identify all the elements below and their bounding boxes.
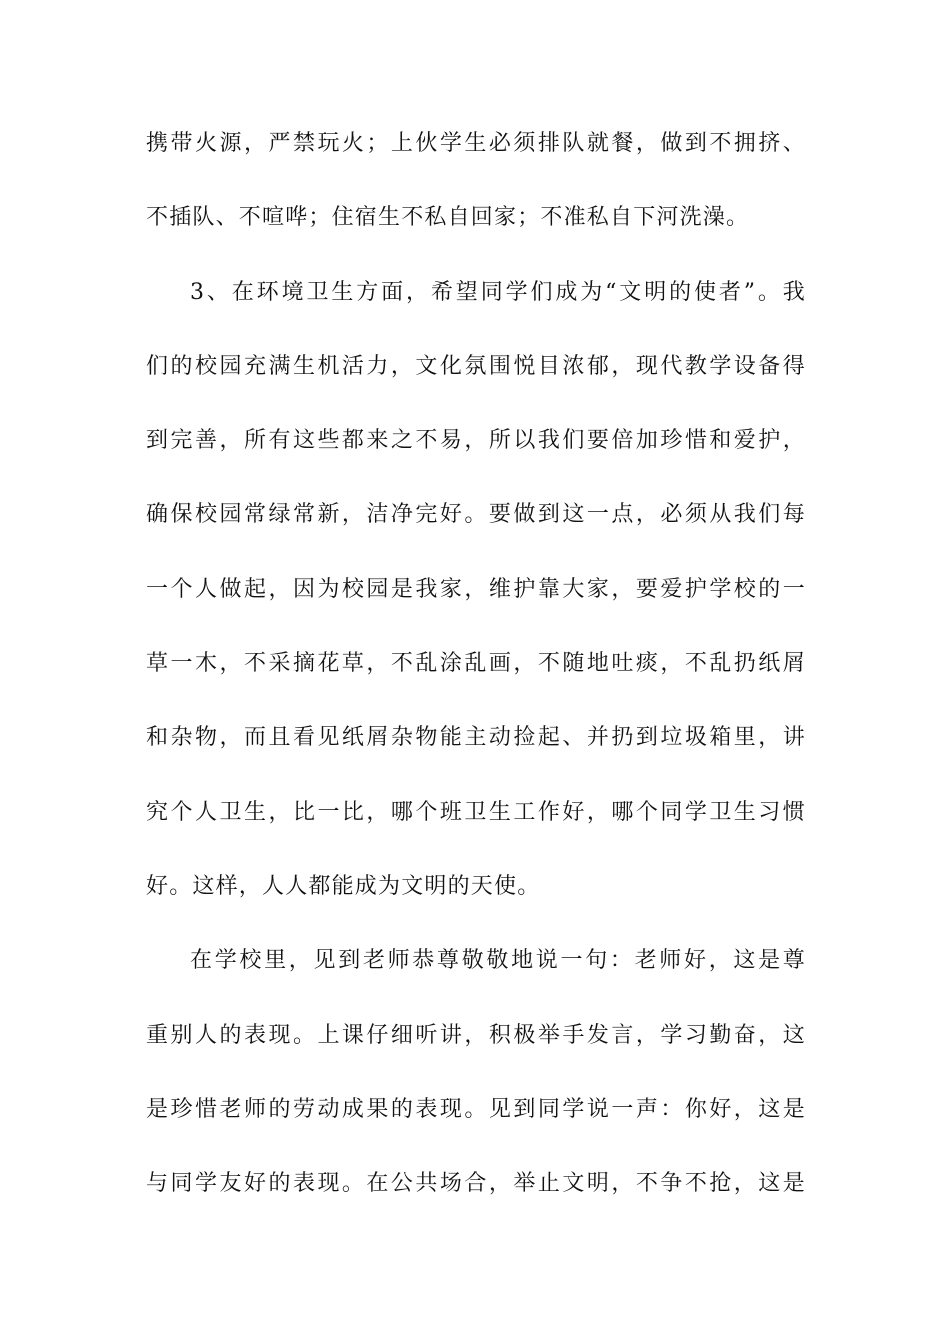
text-line: 一个人做起，因为校园是我家，维护靠大家，要爱护学校的一: [146, 576, 806, 602]
text-line: 与同学友好的表现。在公共场合，举止文明，不争不抢，这是: [146, 1171, 806, 1197]
text-line: 草一木，不采摘花草，不乱涂乱画，不随地吐痰，不乱扔纸屑: [146, 651, 806, 677]
body-text: [146, 122, 806, 1236]
text-line: 确保校园常绿常新，洁净完好。要做到这一点，必须从我们每: [146, 502, 806, 528]
paragraph-first-line: 3、在环境卫生方面，希望同学们成为“文明的使者”。我: [190, 279, 806, 305]
text-line: 携带火源，严禁玩火；上伙学生必须排队就餐，做到不拥挤、: [146, 131, 806, 156]
text-line: 到完善，所有这些都来之不易，所以我们要倍加珍惜和爱护，: [146, 428, 806, 454]
text-line: 是珍惜老师的劳动成果的表现。见到同学说一声：你好，这是: [146, 1096, 806, 1122]
text-line: 究个人卫生，比一比，哪个班卫生工作好，哪个同学卫生习惯: [146, 799, 806, 825]
paragraph-first-line: 在学校里，见到老师恭尊敬敬地说一句：老师好，这是尊: [190, 948, 806, 974]
text-line: 不插队、不喧哗；住宿生不私自回家；不准私自下河洗澡。: [146, 205, 750, 231]
text-line: 们的校园充满生机活力，文化氛围悦目浓郁，现代教学设备得: [146, 353, 806, 379]
text-line: 好。这样，人人都能成为文明的天使。: [146, 873, 541, 899]
text-line: 重别人的表现。上课仔细听讲，积极举手发言，学习勤奋，这: [146, 1022, 806, 1048]
text-line: 和杂物，而且看见纸屑杂物能主动捡起、并扔到垃圾箱里，讲: [146, 725, 806, 751]
